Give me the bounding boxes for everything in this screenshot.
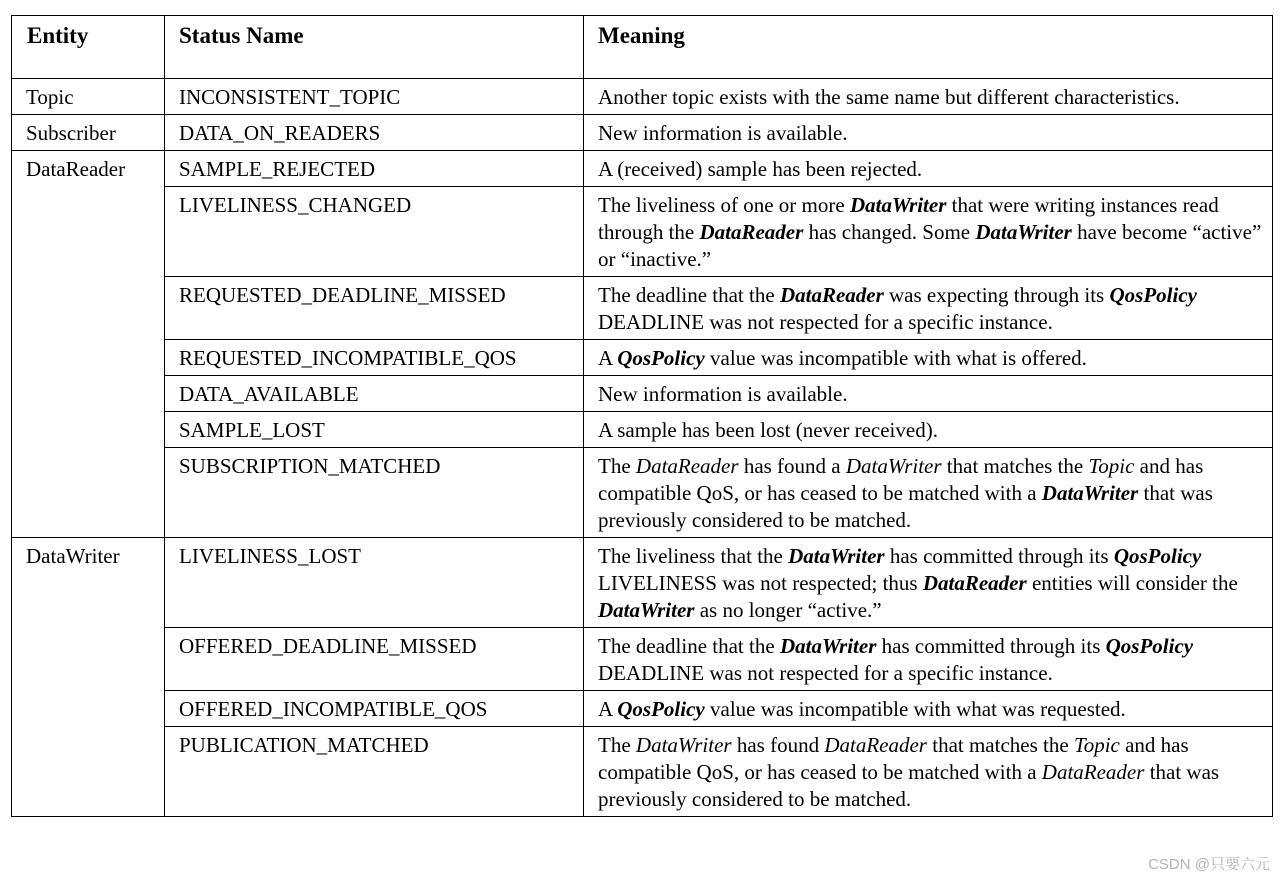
meaning-cell	[584, 628, 1273, 691]
emphasized-term: DataReader	[1041, 760, 1145, 784]
document-page	[11, 15, 1272, 817]
status-name-cell	[165, 187, 584, 277]
meaning-segment: value was incompatible with what was requested.	[704, 697, 1126, 721]
entity-cell	[12, 79, 165, 115]
meaning-cell	[584, 79, 1273, 115]
status-name-cell	[165, 628, 584, 691]
meaning-segment: has changed. Some	[803, 220, 976, 244]
meaning-cell	[584, 727, 1273, 817]
meaning-text	[584, 691, 1272, 726]
table-row	[12, 412, 1273, 448]
meaning-text	[584, 79, 1272, 114]
status-name-text: SAMPLE_REJECTED	[179, 157, 376, 181]
meaning-segment: has committed through its	[884, 544, 1114, 568]
entity-text: DataWriter	[26, 544, 120, 568]
meaning-segment: The deadline that the	[598, 283, 780, 307]
entity-text: Topic	[26, 85, 74, 109]
meaning-cell	[584, 187, 1273, 277]
meaning-segment: DEADLINE was not respected for a specific instance.	[598, 310, 1053, 334]
table-row	[12, 628, 1273, 691]
table-row	[12, 277, 1273, 340]
meaning-cell	[584, 340, 1273, 376]
meaning-text	[584, 340, 1272, 375]
meaning-text	[584, 376, 1272, 411]
meaning-segment: was expecting through its	[883, 283, 1110, 307]
meaning-segment: that was previously considered to be matched.	[598, 760, 1220, 811]
status-name-text: DATA_AVAILABLE	[179, 382, 359, 406]
meaning-segment: A (received) sample has been rejected.	[598, 157, 923, 181]
status-name-text: SUBSCRIPTION_MATCHED	[179, 454, 441, 478]
emphasized-term: DataWriter	[849, 193, 947, 217]
meaning-segment: that matches the	[941, 454, 1089, 478]
table-row	[12, 691, 1273, 727]
emphasized-term: QosPolicy	[617, 697, 705, 721]
status-name-text: PUBLICATION_MATCHED	[179, 733, 429, 757]
emphasized-term: DataReader	[635, 454, 739, 478]
meaning-segment: The liveliness that the	[598, 544, 789, 568]
meaning-cell	[584, 538, 1273, 628]
entity-cell	[12, 115, 165, 151]
emphasized-term: DataReader	[824, 733, 927, 757]
table-body	[12, 79, 1273, 817]
emphasized-term: DataReader	[699, 220, 804, 244]
entity-cell	[12, 151, 165, 538]
status-name-cell	[165, 115, 584, 151]
meaning-text	[584, 412, 1272, 447]
emphasized-term: Topic	[1073, 733, 1120, 757]
table-row	[12, 187, 1273, 277]
meaning-cell	[584, 412, 1273, 448]
header-meaning: Meaning	[584, 16, 1273, 79]
meaning-text	[584, 115, 1272, 150]
meaning-text	[584, 187, 1272, 276]
status-name-text: OFFERED_INCOMPATIBLE_QOS	[179, 697, 488, 721]
meaning-cell	[584, 691, 1273, 727]
status-name-text: DATA_ON_READERS	[179, 121, 381, 145]
status-name-cell	[165, 412, 584, 448]
status-name-text: OFFERED_DEADLINE_MISSED	[179, 634, 477, 658]
status-name-cell	[165, 151, 584, 187]
meaning-segment: that was previously considered to be matched.	[598, 481, 1213, 532]
meaning-segment: The deadline that the	[598, 634, 780, 658]
meaning-segment: have become “active” or “inactive.”	[598, 220, 1262, 271]
status-name-cell	[165, 538, 584, 628]
emphasized-term: DataWriter	[788, 544, 885, 568]
status-name-cell	[165, 727, 584, 817]
meaning-segment: A	[598, 346, 618, 370]
emphasized-term: DataWriter	[1041, 481, 1139, 505]
status-name-cell	[165, 340, 584, 376]
emphasized-term: QosPolicy	[1105, 634, 1194, 658]
meaning-segment: The liveliness of one or more	[598, 193, 850, 217]
status-name-cell	[165, 376, 584, 412]
emphasized-term: DataWriter	[598, 598, 695, 622]
emphasized-term: DataWriter	[779, 634, 877, 658]
watermark-text: CSDN @只要六元	[1148, 856, 1270, 873]
emphasized-term: DataReader	[922, 571, 1027, 595]
status-name-cell	[165, 79, 584, 115]
meaning-segment: has found	[731, 733, 825, 757]
meaning-text	[584, 277, 1272, 339]
emphasized-term: DataWriter	[975, 220, 1072, 244]
emphasized-term: DataWriter	[845, 454, 942, 478]
emphasized-term: Topic	[1088, 454, 1135, 478]
meaning-segment: value was incompatible with what is offered.	[704, 346, 1087, 370]
table-row	[12, 376, 1273, 412]
meaning-segment: Another topic exists with the same name but different characteristics.	[598, 85, 1180, 109]
meaning-cell	[584, 376, 1273, 412]
meaning-segment: and has compatible QoS, or has ceased to be matched with a	[598, 733, 1189, 784]
table-row	[12, 79, 1273, 115]
status-name-text: REQUESTED_DEADLINE_MISSED	[179, 283, 506, 307]
emphasized-term: QosPolicy	[617, 346, 705, 370]
meaning-cell	[584, 277, 1273, 340]
meaning-segment: DEADLINE was not respected for a specific instance.	[598, 661, 1053, 685]
table-row	[12, 151, 1273, 187]
meaning-text	[584, 538, 1272, 627]
entity-text: Subscriber	[26, 121, 116, 145]
meaning-cell	[584, 115, 1273, 151]
meaning-segment: The	[598, 733, 636, 757]
meaning-segment: entities will consider the	[1026, 571, 1238, 595]
status-name-text: LIVELINESS_LOST	[179, 544, 361, 568]
meaning-segment: A	[598, 697, 618, 721]
header-row	[12, 16, 1273, 79]
status-name-cell	[165, 691, 584, 727]
status-name-cell	[165, 277, 584, 340]
meaning-segment: and has compatible QoS, or has ceased to be matched with a	[598, 454, 1204, 505]
status-name-text: LIVELINESS_CHANGED	[179, 193, 412, 217]
meaning-cell	[584, 448, 1273, 538]
header-entity: Entity	[12, 16, 165, 79]
meaning-cell	[584, 151, 1273, 187]
emphasized-term: QosPolicy	[1113, 544, 1202, 568]
meaning-segment: that matches the	[926, 733, 1074, 757]
table-row	[12, 727, 1273, 817]
table-row	[12, 538, 1273, 628]
status-name-text: SAMPLE_LOST	[179, 418, 325, 442]
emphasized-term: QosPolicy	[1109, 283, 1197, 307]
entity-cell	[12, 538, 165, 817]
table-header	[12, 16, 1273, 79]
emphasized-term: DataReader	[779, 283, 884, 307]
table-row	[12, 448, 1273, 538]
table-row	[12, 115, 1273, 151]
entity-text: DataReader	[26, 157, 126, 181]
meaning-text	[584, 628, 1272, 690]
status-name-text: INCONSISTENT_TOPIC	[179, 85, 401, 109]
meaning-segment: has committed through its	[876, 634, 1106, 658]
meaning-segment: that were writing instances read through the	[598, 193, 1219, 244]
meaning-text	[584, 727, 1272, 816]
meaning-text	[584, 448, 1272, 537]
emphasized-term: DataWriter	[635, 733, 732, 757]
meaning-segment: New information is available.	[598, 121, 848, 145]
meaning-segment: The	[598, 454, 636, 478]
meaning-segment: has found a	[738, 454, 846, 478]
meaning-segment: New information is available.	[598, 382, 848, 406]
header-status-name: Status Name	[165, 16, 584, 79]
status-name-text: REQUESTED_INCOMPATIBLE_QOS	[179, 346, 517, 370]
table-row	[12, 340, 1273, 376]
meaning-segment: LIVELINESS was not respected; thus	[598, 571, 923, 595]
status-name-cell	[165, 448, 584, 538]
meaning-text	[584, 151, 1272, 186]
status-table	[11, 15, 1273, 817]
meaning-segment: as no longer “active.”	[694, 598, 882, 622]
meaning-segment: A sample has been lost (never received).	[598, 418, 938, 442]
